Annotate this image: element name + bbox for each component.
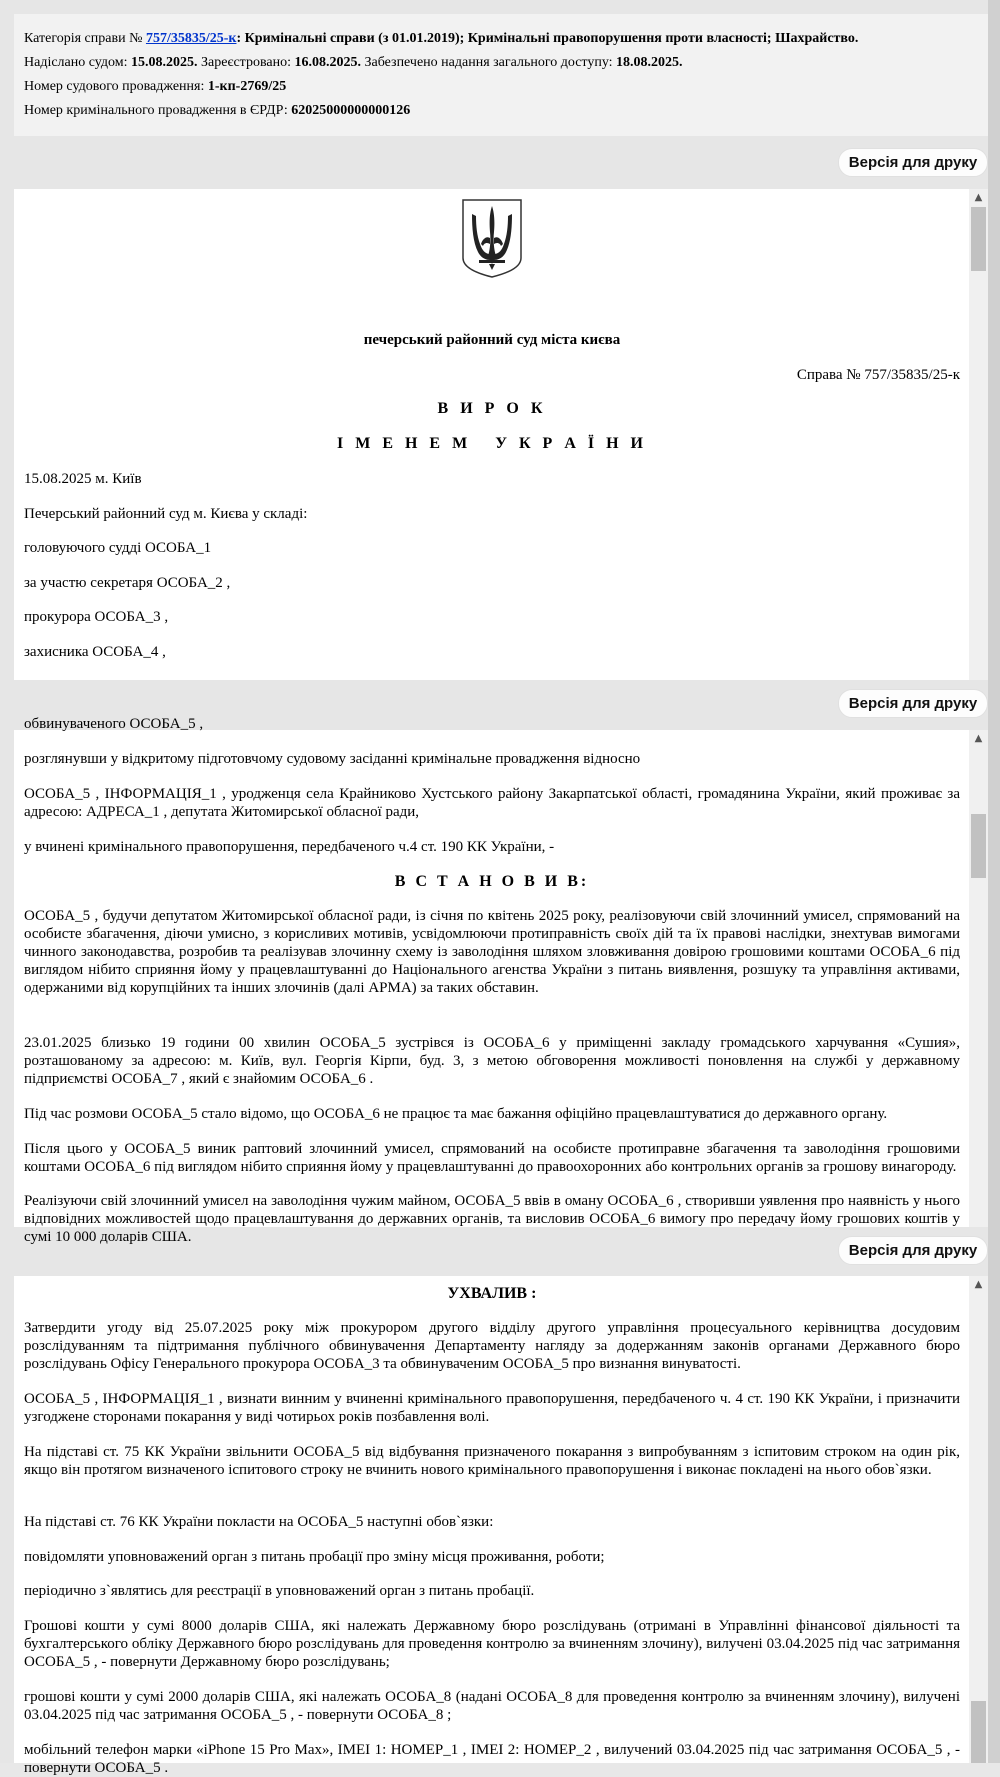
in-name-of-ukraine: І М Е Н Е М У К Р А Ї Н И — [336, 435, 647, 452]
established-heading: В С Т А Н О В И В: — [394, 873, 590, 890]
window-scrollbar[interactable] — [988, 0, 1000, 1763]
court-name: печерський районний суд міста києва — [363, 332, 621, 348]
panel-1-scrollbar[interactable] — [969, 189, 988, 680]
erdr-number: 62025000000000126 — [291, 103, 411, 118]
paragraph: повідомляти уповноважений орган з питань пробації про зміну місця проживання, роботи; — [24, 1549, 605, 1565]
prosecutor: прокурора ОСОБА_3 , — [24, 609, 169, 625]
paragraph: На підставі ст. 76 КК України покласти на ОСОБА_5 наступні обов`язки: — [24, 1514, 494, 1530]
proceeding-label: Номер судового провадження: — [24, 79, 208, 94]
proceeding-row — [24, 78, 978, 102]
paragraph: Під час розмови ОСОБА_5 стало відомо, що ОСОБА_6 не працює та має бажання офіційно працевлаштуватися до державного органу. — [24, 1106, 888, 1122]
paragraph: Після цього у ОСОБА_5 виник раптовий злочинний умисел, спрямований на особисте протиправне збагачення та заволодіння грошовими коштами ОСОБА_6 під виглядом нібито сприяння йому у працевлаштуванні до правоохоронних або контрольних органів за грошову винагороду. — [24, 1141, 960, 1175]
access-date: 18.08.2025. — [616, 55, 683, 70]
chevron-up-icon[interactable]: ▲ — [974, 733, 983, 744]
document-panel-2[interactable] — [14, 716, 988, 1245]
print-version-button[interactable]: Версія для друку — [838, 1236, 988, 1265]
trident-emblem-icon — [461, 198, 523, 279]
paragraph: мобільний телефон марки «iPhone 15 Pro Max», IMEI 1: НОМЕР_1 , IMEI 2: НОМЕР_2 , вилучений 03.04.2025 під час затримання ОСОБА_5 , - повернути ОСОБА_5 . — [24, 1742, 960, 1776]
print-version-button[interactable]: Версія для друку — [838, 148, 988, 177]
presiding-judge: головуючого судді ОСОБА_1 — [24, 540, 212, 556]
panel-3-scrollbar[interactable] — [969, 1276, 988, 1763]
scrollbar-thumb[interactable] — [971, 207, 986, 271]
paragraph: ОСОБА_5 , будучи депутатом Житомирської обласної ради, із січня по квітень 2025 року, реалізовуючи свій злочинний умисел, спрямований на особисте збагачення, діючи умисно, з корисливих мотивів, усвідомлюючи протиправність своїх дій та їх правові наслідки, знехтував вимогами чинного законодавства, розробив та реалізував злочинну схему із заволодіння шляхом зловживання довірою грошовими коштами ОСОБА_6 під виглядом нібито сприяння йому у працевлаштуванні до Національного агенства України з питань виявлення, розшуку та управління активами, одержаними від корупційних та інших злочинів (далі АРМА) за таких обставин. — [24, 908, 960, 996]
paragraph: ОСОБА_5 , ІНФОРМАЦІЯ_1 , визнати винним у вчиненні кримінального правопорушення, передбаченого ч. 4 ст. 190 КК України, і призначити узгоджене сторонами покарання у виді чотирьох років позбавлення волі. — [24, 1391, 960, 1425]
scrollbar-thumb[interactable] — [971, 814, 986, 878]
chevron-up-icon[interactable]: ▲ — [974, 192, 983, 203]
sent-date: 15.08.2025. — [131, 55, 198, 70]
scrollbar-thumb[interactable] — [971, 1701, 986, 1763]
paragraph: На підставі ст. 75 КК України звільнити ОСОБА_5 від відбування призначеного покарання з випробуванням з іспитовим строком на один рік, якщо він протягом визначеного іспитового строку не вчинить нового кримінального правопорушення і виконає покладені на нього обов`язки. — [24, 1444, 960, 1478]
paragraph: у вчинені кримінального правопорушення, передбаченого ч.4 ст. 190 КК України, - — [24, 839, 555, 855]
resolved-heading: УХВАЛИВ : — [447, 1285, 537, 1302]
cut-off-line: обвинуваченого ОСОБА_5 , — [24, 716, 204, 732]
paragraph: ОСОБА_5 , ІНФОРМАЦІЯ_1 , уродженця села Крайниково Хустського району Закарпатської області, громадянина України, який проживає за адресою: АДРЕСА_1 , депутата Житомирської обласної ради, — [24, 786, 960, 820]
registered-label: Зареєстровано: — [197, 55, 295, 70]
access-label: Забезпечено надання загального доступу: — [360, 55, 617, 70]
date-city: 15.08.2025 м. Київ — [24, 471, 142, 487]
proceeding-number: 1-кп-2769/25 — [207, 79, 287, 94]
erdr-row — [24, 102, 978, 126]
document-panel-3[interactable] — [14, 1276, 988, 1776]
paragraph: Реалізуючи свій злочинний умисел на заволодіння чужим майном, ОСОБА_5 ввів в оману ОСОБА_6 , створивши уявлення про наявність у нього відповідних можливостей щодо працевлаштування до державних органів, та висловив ОСОБА_6 вимогу про передачу йому грошових коштів у сумі 10 000 доларів США. — [24, 1193, 960, 1245]
secretary: за участю секретаря ОСОБА_2 , — [24, 575, 231, 591]
case-number: Справа № 757/35835/25-к — [796, 367, 960, 383]
panel-2-scrollbar[interactable] — [969, 730, 988, 1227]
paragraph: 23.01.2025 близько 19 години 00 хвилин ОСОБА_5 зустрівся із ОСОБА_6 у приміщенні закладу громадського харчування «Сушия», розташованому за адресою: м. Київ, вул. Георгія Кірпи, буд. 3, з метою обговорення можливості поновлення на службі у державному підприємстві ОСОБА_7 , який є знайомим ОСОБА_6 . — [24, 1035, 960, 1087]
paragraph: розглянувши у відкритому підготовчому судовому засіданні кримінальне провадження відносно — [24, 751, 641, 767]
erdr-label: Номер кримінального провадження в ЄРДР: — [24, 103, 292, 118]
document-panel-1[interactable] — [14, 189, 988, 680]
emblem-container — [24, 198, 960, 284]
paragraph: Грошові кошти у сумі 8000 доларів США, які належать Державному бюро розслідувань (отримані в Управлінні фінансової діяльності та бухгалтерського обліку Державного бюро розслідувань для проведення контролю за вчиненням злочину), вилучені 03.04.2025 під час затримання ОСОБА_5 , - повернути Державному бюро розслідувань; — [24, 1618, 960, 1670]
category-value: : Кримінальні справи (з 01.01.2019); Кримінальні правопорушення проти власності; Шахрайство. — [236, 31, 859, 46]
chevron-up-icon[interactable]: ▲ — [974, 1279, 983, 1290]
registered-date: 16.08.2025. — [294, 55, 361, 70]
case-number-link[interactable]: 757/35835/25-к — [145, 31, 237, 46]
paragraph: грошові кошти у сумі 2000 доларів США, які належать ОСОБА_8 (надані ОСОБА_8 для проведення контролю за вчиненням злочину), вилучені 03.04.2025 під час затримання ОСОБА_5 , - повернути ОСОБА_8 ; — [24, 1689, 960, 1723]
print-version-button[interactable]: Версія для друку — [838, 689, 988, 718]
category-label: Категорія справи № — [24, 31, 146, 46]
defender: захисника ОСОБА_4 , — [24, 644, 166, 660]
verdict-title: В И Р О К — [437, 400, 547, 417]
dates-row — [24, 54, 978, 78]
paragraph: Затвердити угоду від 25.07.2025 року між прокурором другого відділу другого управління процесуального керівництва досудовим розслідуванням та підтримання публічного обвинувачення Департаменту нагляду за додержанням законів органами Державного бюро розслідувань Офісу Генерального прокурора ОСОБА_3 та обвинуваченим ОСОБА_5 про визнання винуватості. — [24, 1320, 960, 1372]
court-composition: Печерський районний суд м. Києва у складі: — [24, 506, 308, 522]
paragraph: періодично з`являтись для реєстрації в уповноважений орган з питань пробації. — [24, 1583, 535, 1599]
case-category-row — [24, 30, 978, 54]
case-info-header — [14, 14, 988, 136]
sent-label: Надіслано судом: — [24, 55, 131, 70]
